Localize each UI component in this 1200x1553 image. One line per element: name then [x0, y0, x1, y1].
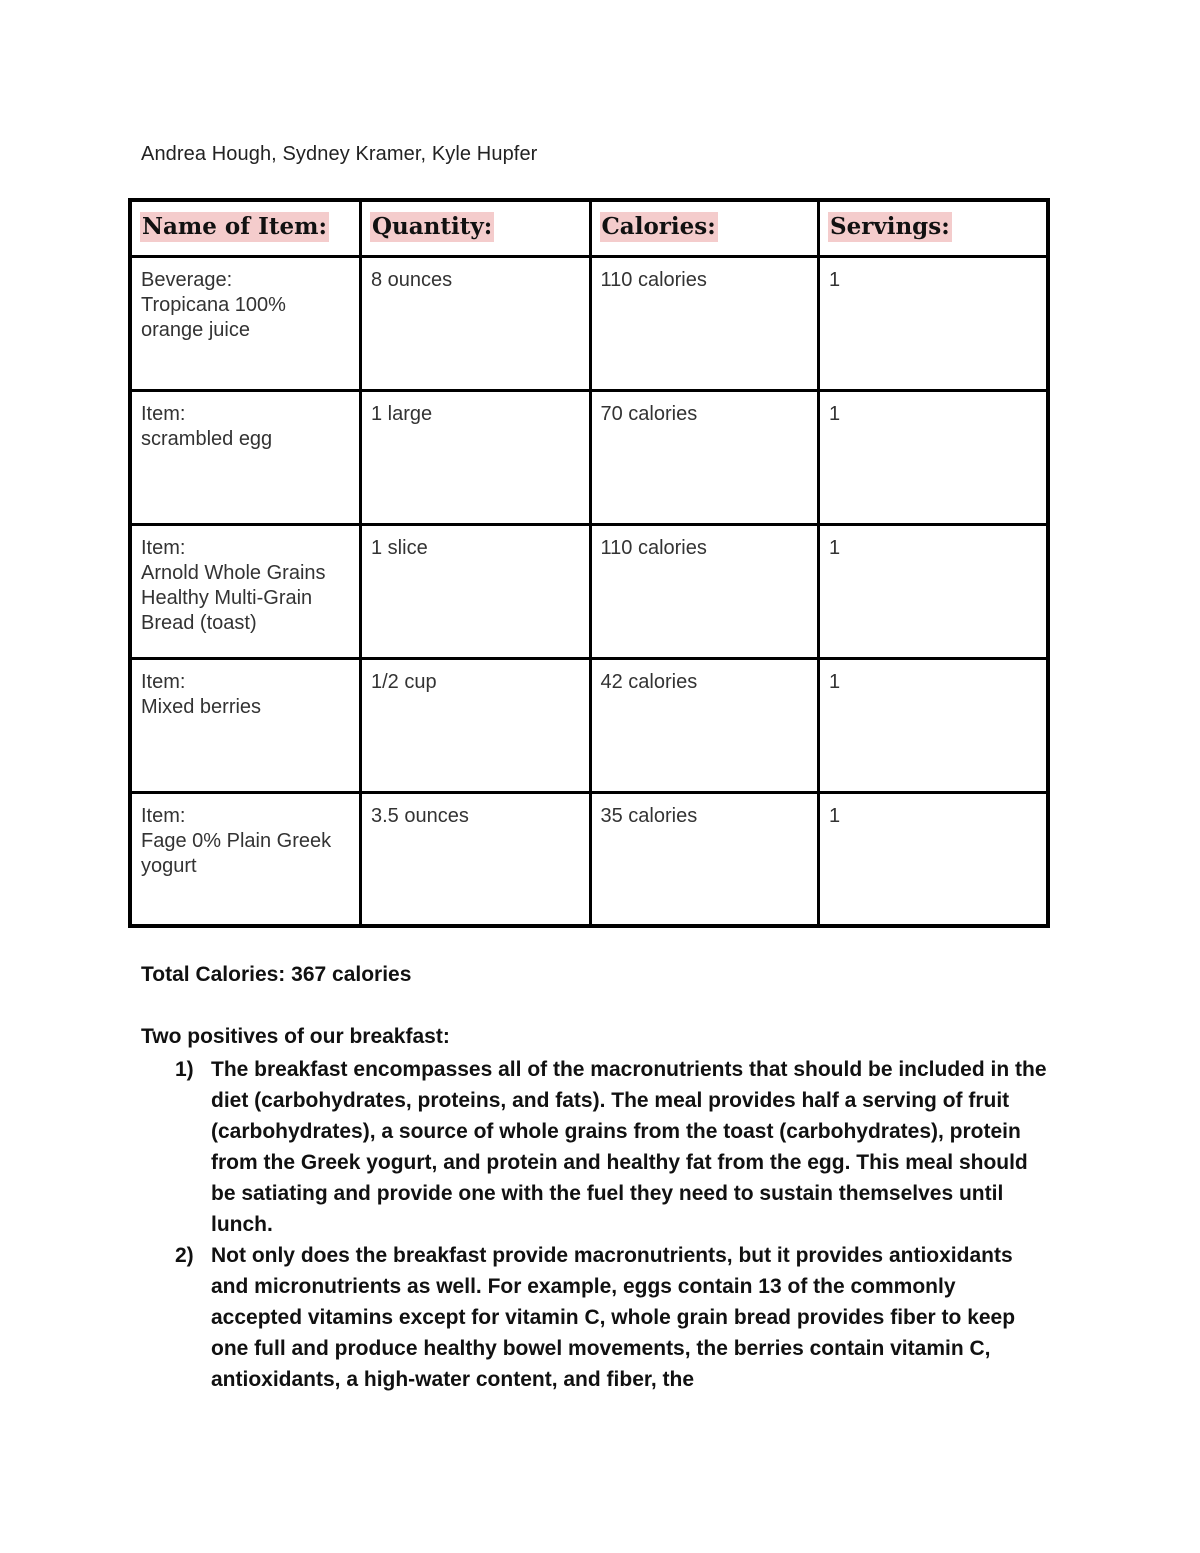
header-label: Calories:	[601, 213, 716, 240]
table-row	[130, 524, 1048, 658]
header-label: Servings:	[829, 213, 950, 240]
item-name-cell	[130, 658, 361, 792]
positives-heading: Two positives of our breakfast:	[141, 1025, 450, 1048]
table-row	[130, 658, 1048, 792]
item-name-line: scrambled egg	[141, 427, 273, 450]
breakfast-table	[128, 198, 1050, 928]
servings-cell: 1	[818, 256, 1048, 390]
list-item	[141, 1054, 1051, 1240]
table-row	[130, 256, 1048, 390]
servings-cell: 1	[818, 658, 1048, 792]
item-name-line: Fage 0% Plain Greek	[141, 829, 332, 852]
item-name-line: Healthy Multi-Grain	[141, 586, 313, 609]
positives-list	[141, 1054, 1051, 1395]
header-label: Quantity:	[372, 213, 493, 240]
servings-cell: 1	[818, 390, 1048, 524]
calories-cell: 70 calories	[590, 390, 818, 524]
quantity-cell: 1 large	[361, 390, 591, 524]
table-row	[130, 792, 1048, 926]
list-item	[141, 1240, 1051, 1395]
item-name-line: Tropicana 100%	[141, 293, 286, 316]
item-name-cell	[130, 524, 361, 658]
table-header-row	[130, 200, 1048, 256]
calories-cell: 35 calories	[590, 792, 818, 926]
quantity-cell: 3.5 ounces	[361, 792, 591, 926]
servings-cell: 1	[818, 792, 1048, 926]
quantity-cell: 8 ounces	[361, 256, 591, 390]
item-name-line: orange juice	[141, 318, 250, 341]
item-name-line: Beverage:	[141, 268, 233, 291]
list-item-text: The breakfast encompasses all of the macronutrients that should be included in the diet (carbohydrates, proteins, and fats). The meal provides half a serving of fruit (carbohydrates), a source of whole grains from the toast (carbohydrates), protein from the Greek yogurt, and protein and healthy fat from the egg. This meal should be satiating and provide one with the fuel they need to sustain themselves until lunch.	[211, 1058, 1047, 1236]
list-item-number: 1)	[175, 1058, 194, 1081]
calories-cell: 110 calories	[590, 524, 818, 658]
header-name-of-item	[130, 200, 361, 256]
header-servings	[818, 200, 1048, 256]
calories-cell: 110 calories	[590, 256, 818, 390]
item-name-cell	[130, 792, 361, 926]
header-calories	[590, 200, 818, 256]
list-item-text: Not only does the breakfast provide macronutrients, but it provides antioxidants and micronutrients as well. For example, eggs contain 13 of the commonly accepted vitamins except for vitamin C, whole grain bread provides fiber to keep one full and produce healthy bowel movements, the berries contain vitamin C, antioxidants, a high-water content, and fiber, the	[211, 1244, 1016, 1391]
calories-cell: 42 calories	[590, 658, 818, 792]
item-name-cell	[130, 390, 361, 524]
item-name-line: Item:	[141, 670, 186, 693]
total-calories: Total Calories: 367 calories	[141, 963, 412, 986]
item-name-line: Bread (toast)	[141, 611, 257, 634]
item-name-line: yogurt	[141, 854, 197, 877]
item-name-line: Arnold Whole Grains	[141, 561, 326, 584]
item-name-cell	[130, 256, 361, 390]
quantity-cell: 1/2 cup	[361, 658, 591, 792]
quantity-cell: 1 slice	[361, 524, 591, 658]
item-name-line: Item:	[141, 536, 186, 559]
table-row	[130, 390, 1048, 524]
header-quantity	[361, 200, 591, 256]
item-name-line: Mixed berries	[141, 695, 262, 718]
item-name-line: Item:	[141, 804, 186, 827]
list-item-number: 2)	[175, 1244, 194, 1267]
authors-line: Andrea Hough, Sydney Kramer, Kyle Hupfer	[141, 143, 538, 165]
servings-cell: 1	[818, 524, 1048, 658]
item-name-line: Item:	[141, 402, 186, 425]
header-label: Name of Item:	[142, 213, 327, 240]
